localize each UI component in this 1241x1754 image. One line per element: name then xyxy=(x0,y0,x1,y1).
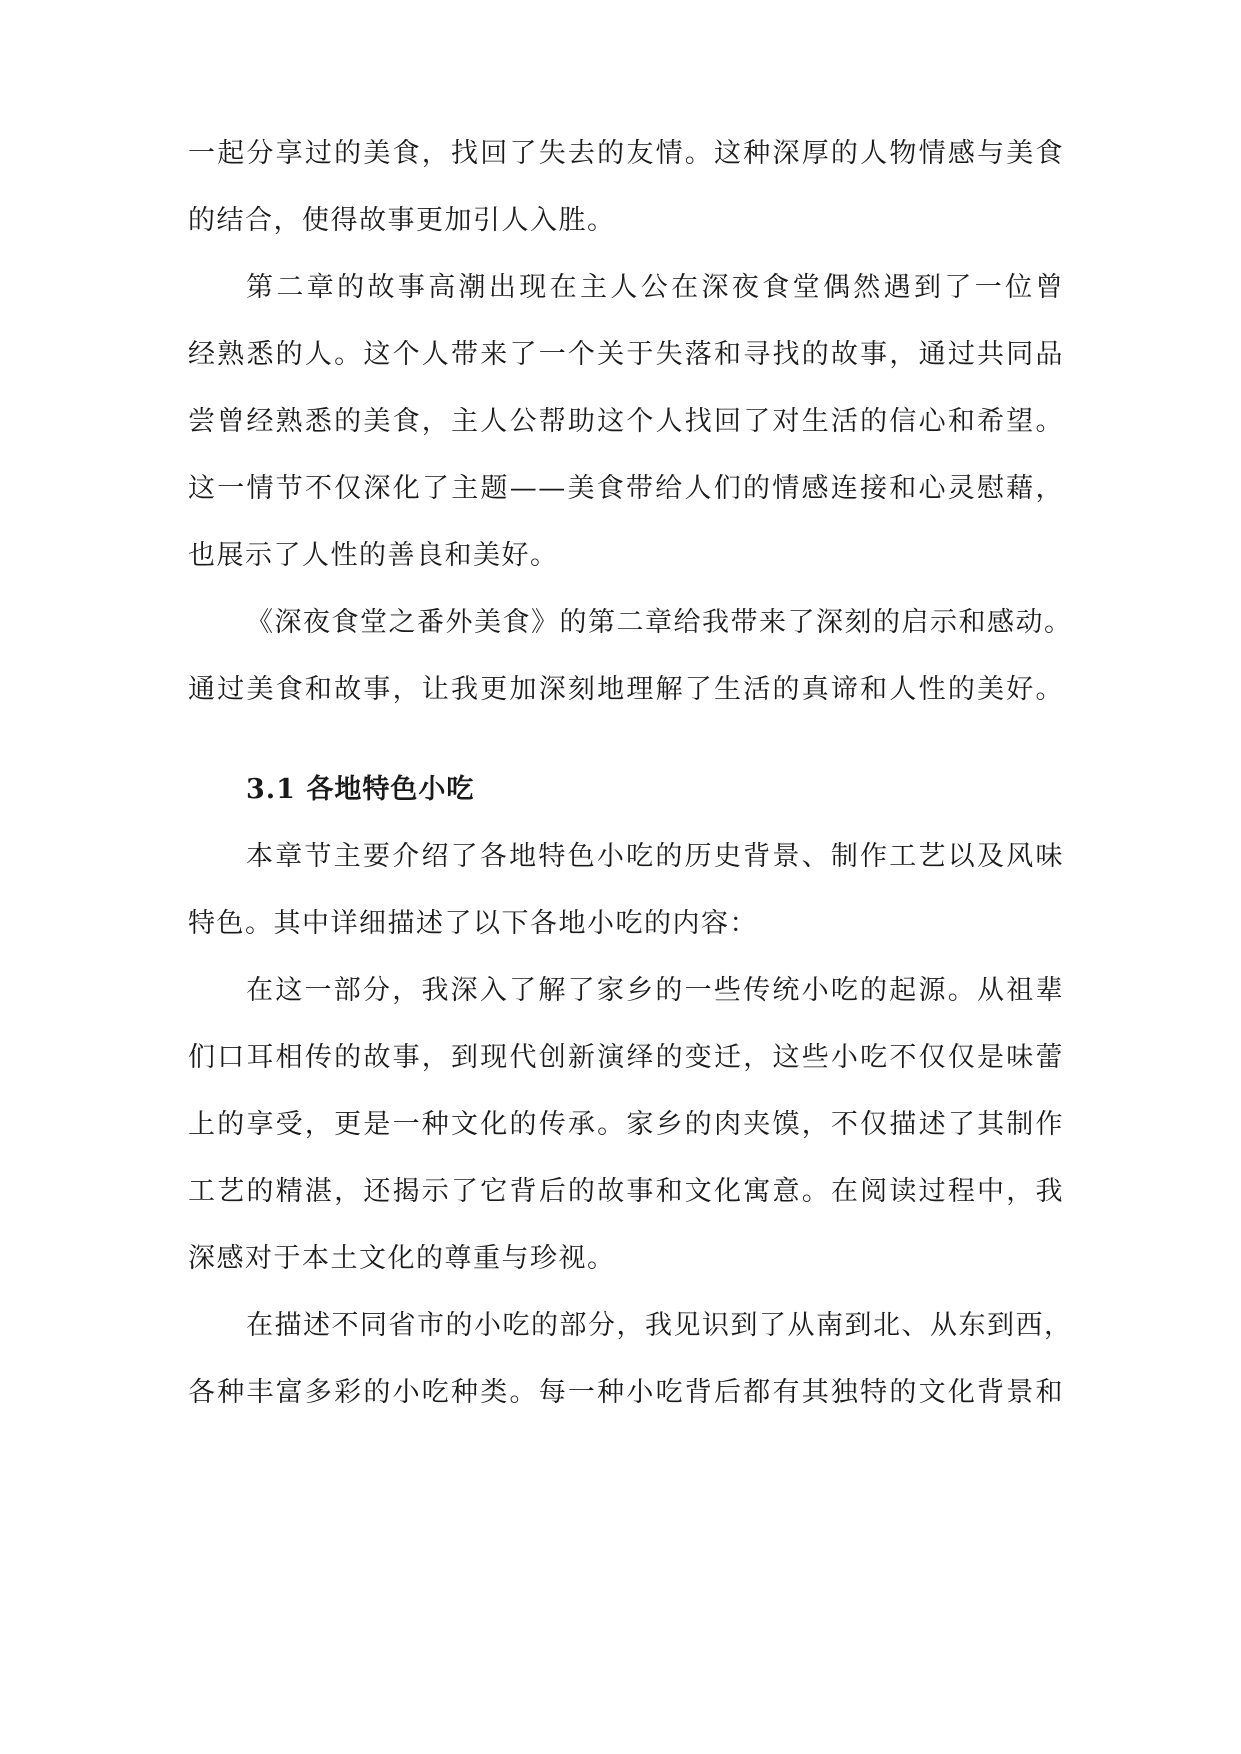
paragraph-3-line-1: 《深夜食堂之番外美食》的第二章给我带来了深刻的启示和感动。 xyxy=(246,607,1073,638)
section-paragraph-1-line-2: 特色。其中详细描述了以下各地小吃的内容： xyxy=(188,908,758,939)
section-paragraph-3-line-1: 在描述不同省市的小吃的部分，我见识到了从南到北、从东到西， xyxy=(246,1310,1073,1341)
paragraph-2-line-2: 经熟悉的人。这个人带来了一个关于失落和寻找的故事，通过共同品 xyxy=(188,339,1064,370)
section-paragraph-1-line-1: 本章节主要介绍了各地特色小吃的历史背景、制作工艺以及风味 xyxy=(246,841,1064,872)
paragraph-2-line-5: 也展示了人性的善良和美好。 xyxy=(188,540,559,571)
paragraph-2-line-3: 尝曾经熟悉的美食，主人公帮助这个人找回了对生活的信心和希望。 xyxy=(188,406,1064,437)
section-heading: 3.1 各地特色小吃 xyxy=(246,774,475,805)
paragraph-1-line-2: 的结合，使得故事更加引人入胜。 xyxy=(188,205,616,236)
paragraph-1-line-1: 一起分享过的美食，找回了失去的友情。这种深厚的人物情感与美食 xyxy=(188,138,1064,169)
section-paragraph-2-line-5: 深感对于本土文化的尊重与珍视。 xyxy=(188,1243,616,1274)
section-paragraph-2-line-3: 上的享受，更是一种文化的传承。家乡的肉夹馍，不仅描述了其制作 xyxy=(188,1109,1064,1140)
section-paragraph-2-line-2: 们口耳相传的故事，到现代创新演绎的变迁，这些小吃不仅仅是味蕾 xyxy=(188,1042,1064,1073)
paragraph-2-line-4: 这一情节不仅深化了主题——美食带给人们的情感连接和心灵慰藉， xyxy=(188,473,1064,504)
section-paragraph-2-line-4: 工艺的精湛，还揭示了它背后的故事和文化寓意。在阅读过程中，我 xyxy=(188,1176,1064,1207)
paragraph-2-line-1: 第二章的故事高潮出现在主人公在深夜食堂偶然遇到了一位曾 xyxy=(246,272,1064,303)
paragraph-3-line-2: 通过美食和故事，让我更加深刻地理解了生活的真谛和人性的美好。 xyxy=(188,674,1064,705)
section-paragraph-2-line-1: 在这一部分，我深入了解了家乡的一些传统小吃的起源。从祖辈 xyxy=(246,975,1064,1006)
section-paragraph-3-line-2: 各种丰富多彩的小吃种类。每一种小吃背后都有其独特的文化背景和 xyxy=(188,1377,1064,1408)
